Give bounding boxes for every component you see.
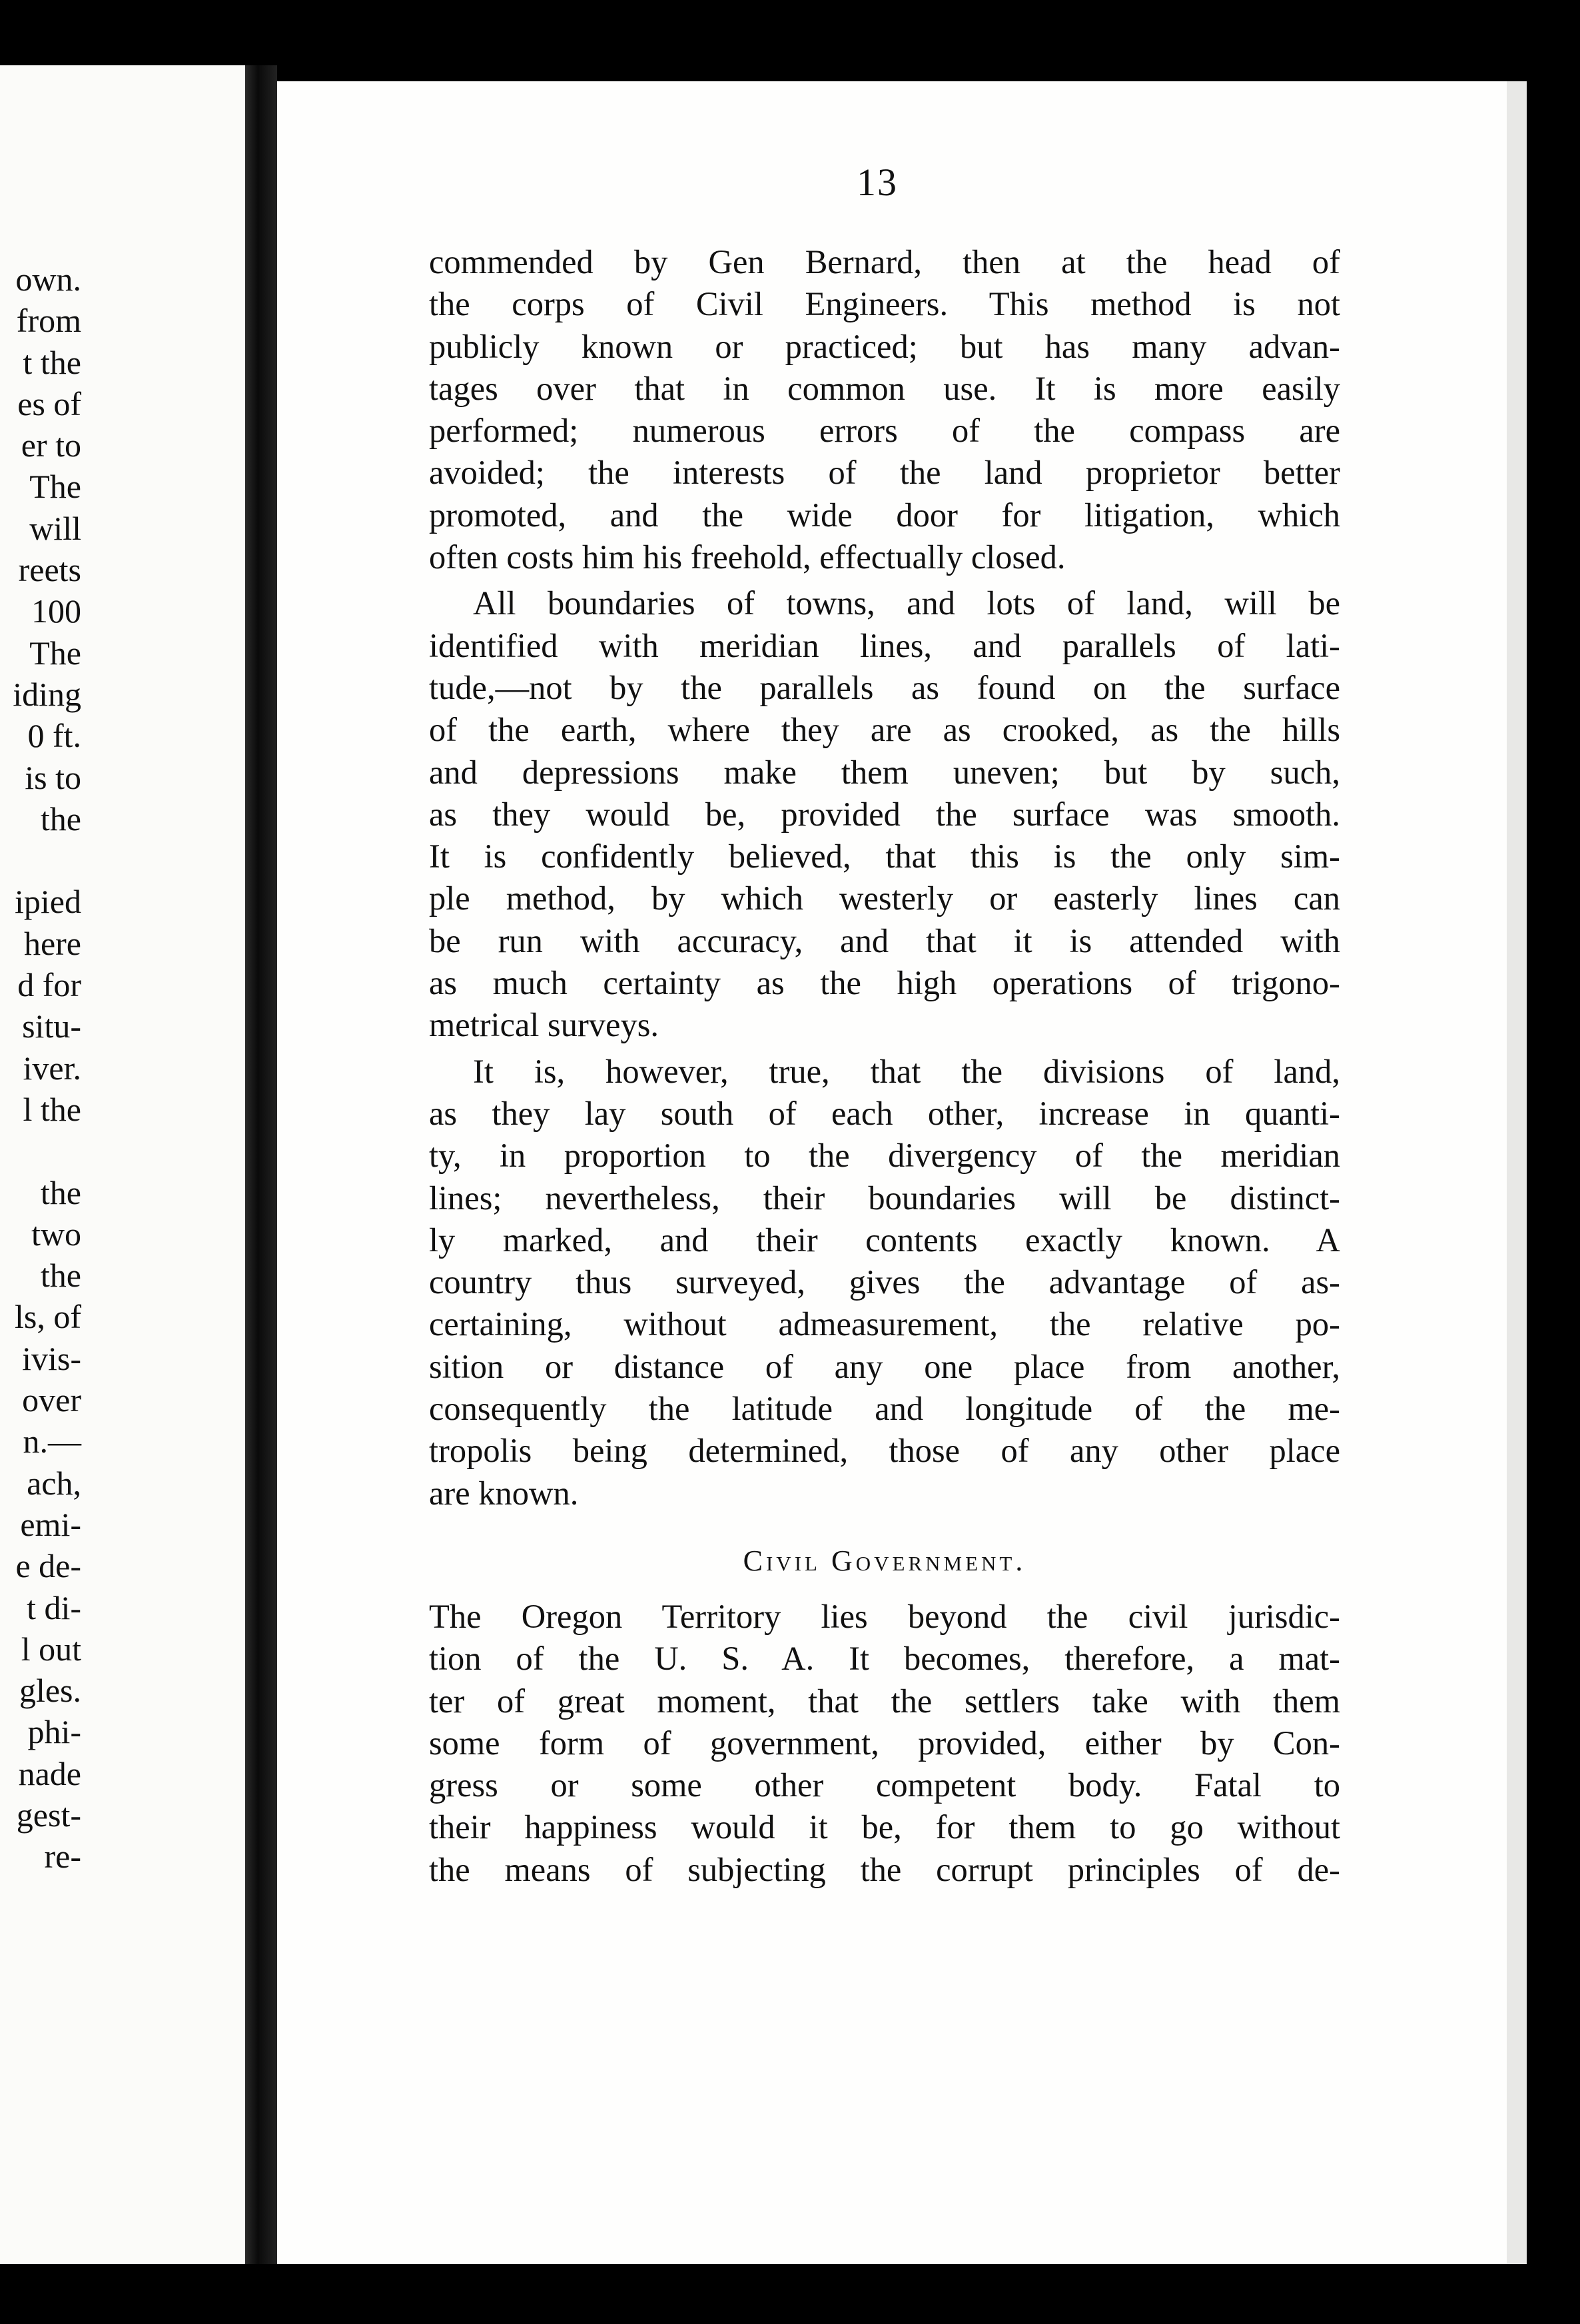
text-line: lines; nevertheless, their boundaries will be distinct- — [429, 1179, 1340, 1217]
left-page-fragment-line: iver. — [23, 1049, 81, 1087]
text-line: performed; numerous errors of the compass are — [429, 412, 1340, 450]
paragraph-1 — [429, 241, 1340, 578]
left-page-fragment-line: l the — [23, 1090, 81, 1128]
left-page-fragment-line: over — [22, 1381, 81, 1419]
text-line: the corps of Civil Engineers. This method is not — [429, 285, 1340, 323]
left-page-fragment-line: gles. — [19, 1672, 81, 1710]
left-page-fragment-line: re- — [44, 1838, 81, 1876]
text-line: ter of great moment, that the settlers take with them — [429, 1682, 1340, 1720]
left-page-fragment-line: situ- — [22, 1007, 81, 1045]
left-page-fragment-line: iding — [13, 675, 81, 713]
text-line: are known. — [429, 1474, 579, 1512]
text-line: the means of subjecting the corrupt principles of de- — [429, 1850, 1340, 1888]
text-line: of the earth, where they are as crooked, as the hills — [429, 711, 1340, 749]
left-page-fragment-line: own. — [15, 261, 81, 298]
left-page-fragment-line: l out — [21, 1630, 81, 1668]
text-line: their happiness would it be, for them to go without — [429, 1808, 1340, 1846]
text-line: and depressions make them uneven; but by such, — [429, 753, 1340, 791]
left-page-fragment-line: d for — [17, 966, 81, 1004]
left-page-fragment-line: e de- — [15, 1547, 81, 1585]
text-line: metrical surveys. — [429, 1006, 659, 1044]
text-line: tude,—not by the parallels as found on the surface — [429, 668, 1340, 706]
text-line: country thus surveyed, gives the advantage of as- — [429, 1263, 1340, 1301]
text-line: sition or distance of any one place from another, — [429, 1347, 1340, 1385]
book-page — [277, 81, 1507, 2273]
text-line: tages over that in common use. It is more easily — [429, 369, 1340, 407]
left-page-fragment-line — [0, 840, 81, 881]
left-page-fragment-line: will — [29, 509, 81, 547]
text-line: commended by Gen Bernard, then at the head of — [429, 243, 1340, 281]
left-page-fragment-line — [0, 1130, 81, 1171]
text-line: identified with meridian lines, and parallels of lati- — [429, 626, 1340, 664]
text-line: some form of government, provided, either by Con- — [429, 1724, 1340, 1762]
left-page-fragment-line: emi- — [20, 1505, 81, 1543]
left-page-fragment-line: the — [40, 800, 81, 838]
left-page-fragment-line: ipied — [15, 883, 81, 921]
left-page-fragment-line: is to — [25, 758, 81, 796]
paragraph-3 — [429, 1051, 1340, 1514]
left-page-fragment-line: n.— — [23, 1423, 81, 1460]
text-line: often costs him his freehold, effectually closed. — [429, 538, 1066, 576]
text-line: consequently the latitude and longitude of the me- — [429, 1390, 1340, 1428]
page-edge — [1507, 81, 1527, 2273]
left-page-fragment-line: ls, of — [15, 1298, 81, 1336]
text-line: The Oregon Territory lies beyond the civil jurisdic- — [429, 1597, 1340, 1635]
text-line: tion of the U. S. A. It becomes, therefore, a mat- — [429, 1640, 1340, 1678]
left-page-fragment — [0, 65, 245, 2264]
left-page-fragment-line: from — [16, 302, 81, 340]
left-page-fragment-line: the — [40, 1257, 81, 1295]
left-page-fragment-line: 0 ft. — [27, 717, 81, 755]
left-page-fragment-line: ivis- — [22, 1339, 81, 1377]
text-line: avoided; the interests of the land proprietor better — [429, 454, 1340, 492]
text-line: tropolis being determined, those of any other place — [429, 1432, 1340, 1470]
left-page-fragment-line: here — [23, 924, 81, 962]
left-page-fragment-line: The — [29, 468, 81, 506]
left-page-fragment-line: es of — [17, 384, 81, 422]
text-line: be run with accuracy, and that it is attended with — [429, 921, 1340, 959]
left-page-fragment-line: nade — [18, 1754, 81, 1792]
text-line: It is, however, true, that the divisions of land, — [473, 1052, 1340, 1090]
left-page-fragment-line: The — [29, 634, 81, 672]
text-line: certaining, without admeasurement, the relative po- — [429, 1305, 1340, 1343]
left-page-fragment-line: gest- — [16, 1796, 81, 1834]
left-page-fragment-line: the — [40, 1173, 81, 1211]
left-page-fragment-line: ach, — [27, 1464, 81, 1502]
left-page-fragment-line: t di- — [27, 1588, 81, 1626]
text-line: publicly known or practiced; but has many advan- — [429, 327, 1340, 365]
left-page-fragment-line: phi- — [27, 1713, 81, 1751]
text-line: as they would be, provided the surface was smooth. — [429, 795, 1340, 833]
text-line: All boundaries of towns, and lots of land, will be — [473, 584, 1340, 622]
text-line: gress or some other competent body. Fatal to — [429, 1766, 1340, 1804]
page-number: 13 — [857, 161, 898, 204]
section-heading: Civil Government. — [743, 1544, 1026, 1577]
text-line: ly marked, and their contents exactly known. A — [429, 1221, 1340, 1259]
text-line: ty, in proportion to the divergency of the meridian — [429, 1137, 1340, 1175]
left-page-text — [0, 259, 81, 1878]
text-line: It is confidently believed, that this is the only sim- — [429, 838, 1340, 875]
book-gutter — [245, 65, 277, 2264]
page-body — [429, 241, 1340, 1891]
paragraph-2 — [429, 582, 1340, 1046]
left-page-fragment-line: reets — [18, 551, 81, 589]
text-line: as they lay south of each other, increase in quanti- — [429, 1094, 1340, 1132]
left-page-fragment-line: 100 — [31, 592, 81, 630]
text-line: as much certainty as the high operations of trigono- — [429, 964, 1340, 1002]
left-page-fragment-line: two — [31, 1215, 81, 1253]
text-line: ple method, by which westerly or easterly lines can — [429, 879, 1340, 917]
paragraph-4 — [429, 1596, 1340, 1891]
text-line: promoted, and the wide door for litigation, which — [429, 496, 1340, 534]
scan-background — [0, 2264, 1580, 2324]
left-page-fragment-line: t the — [23, 343, 81, 381]
left-page-fragment-line: er to — [21, 426, 81, 464]
